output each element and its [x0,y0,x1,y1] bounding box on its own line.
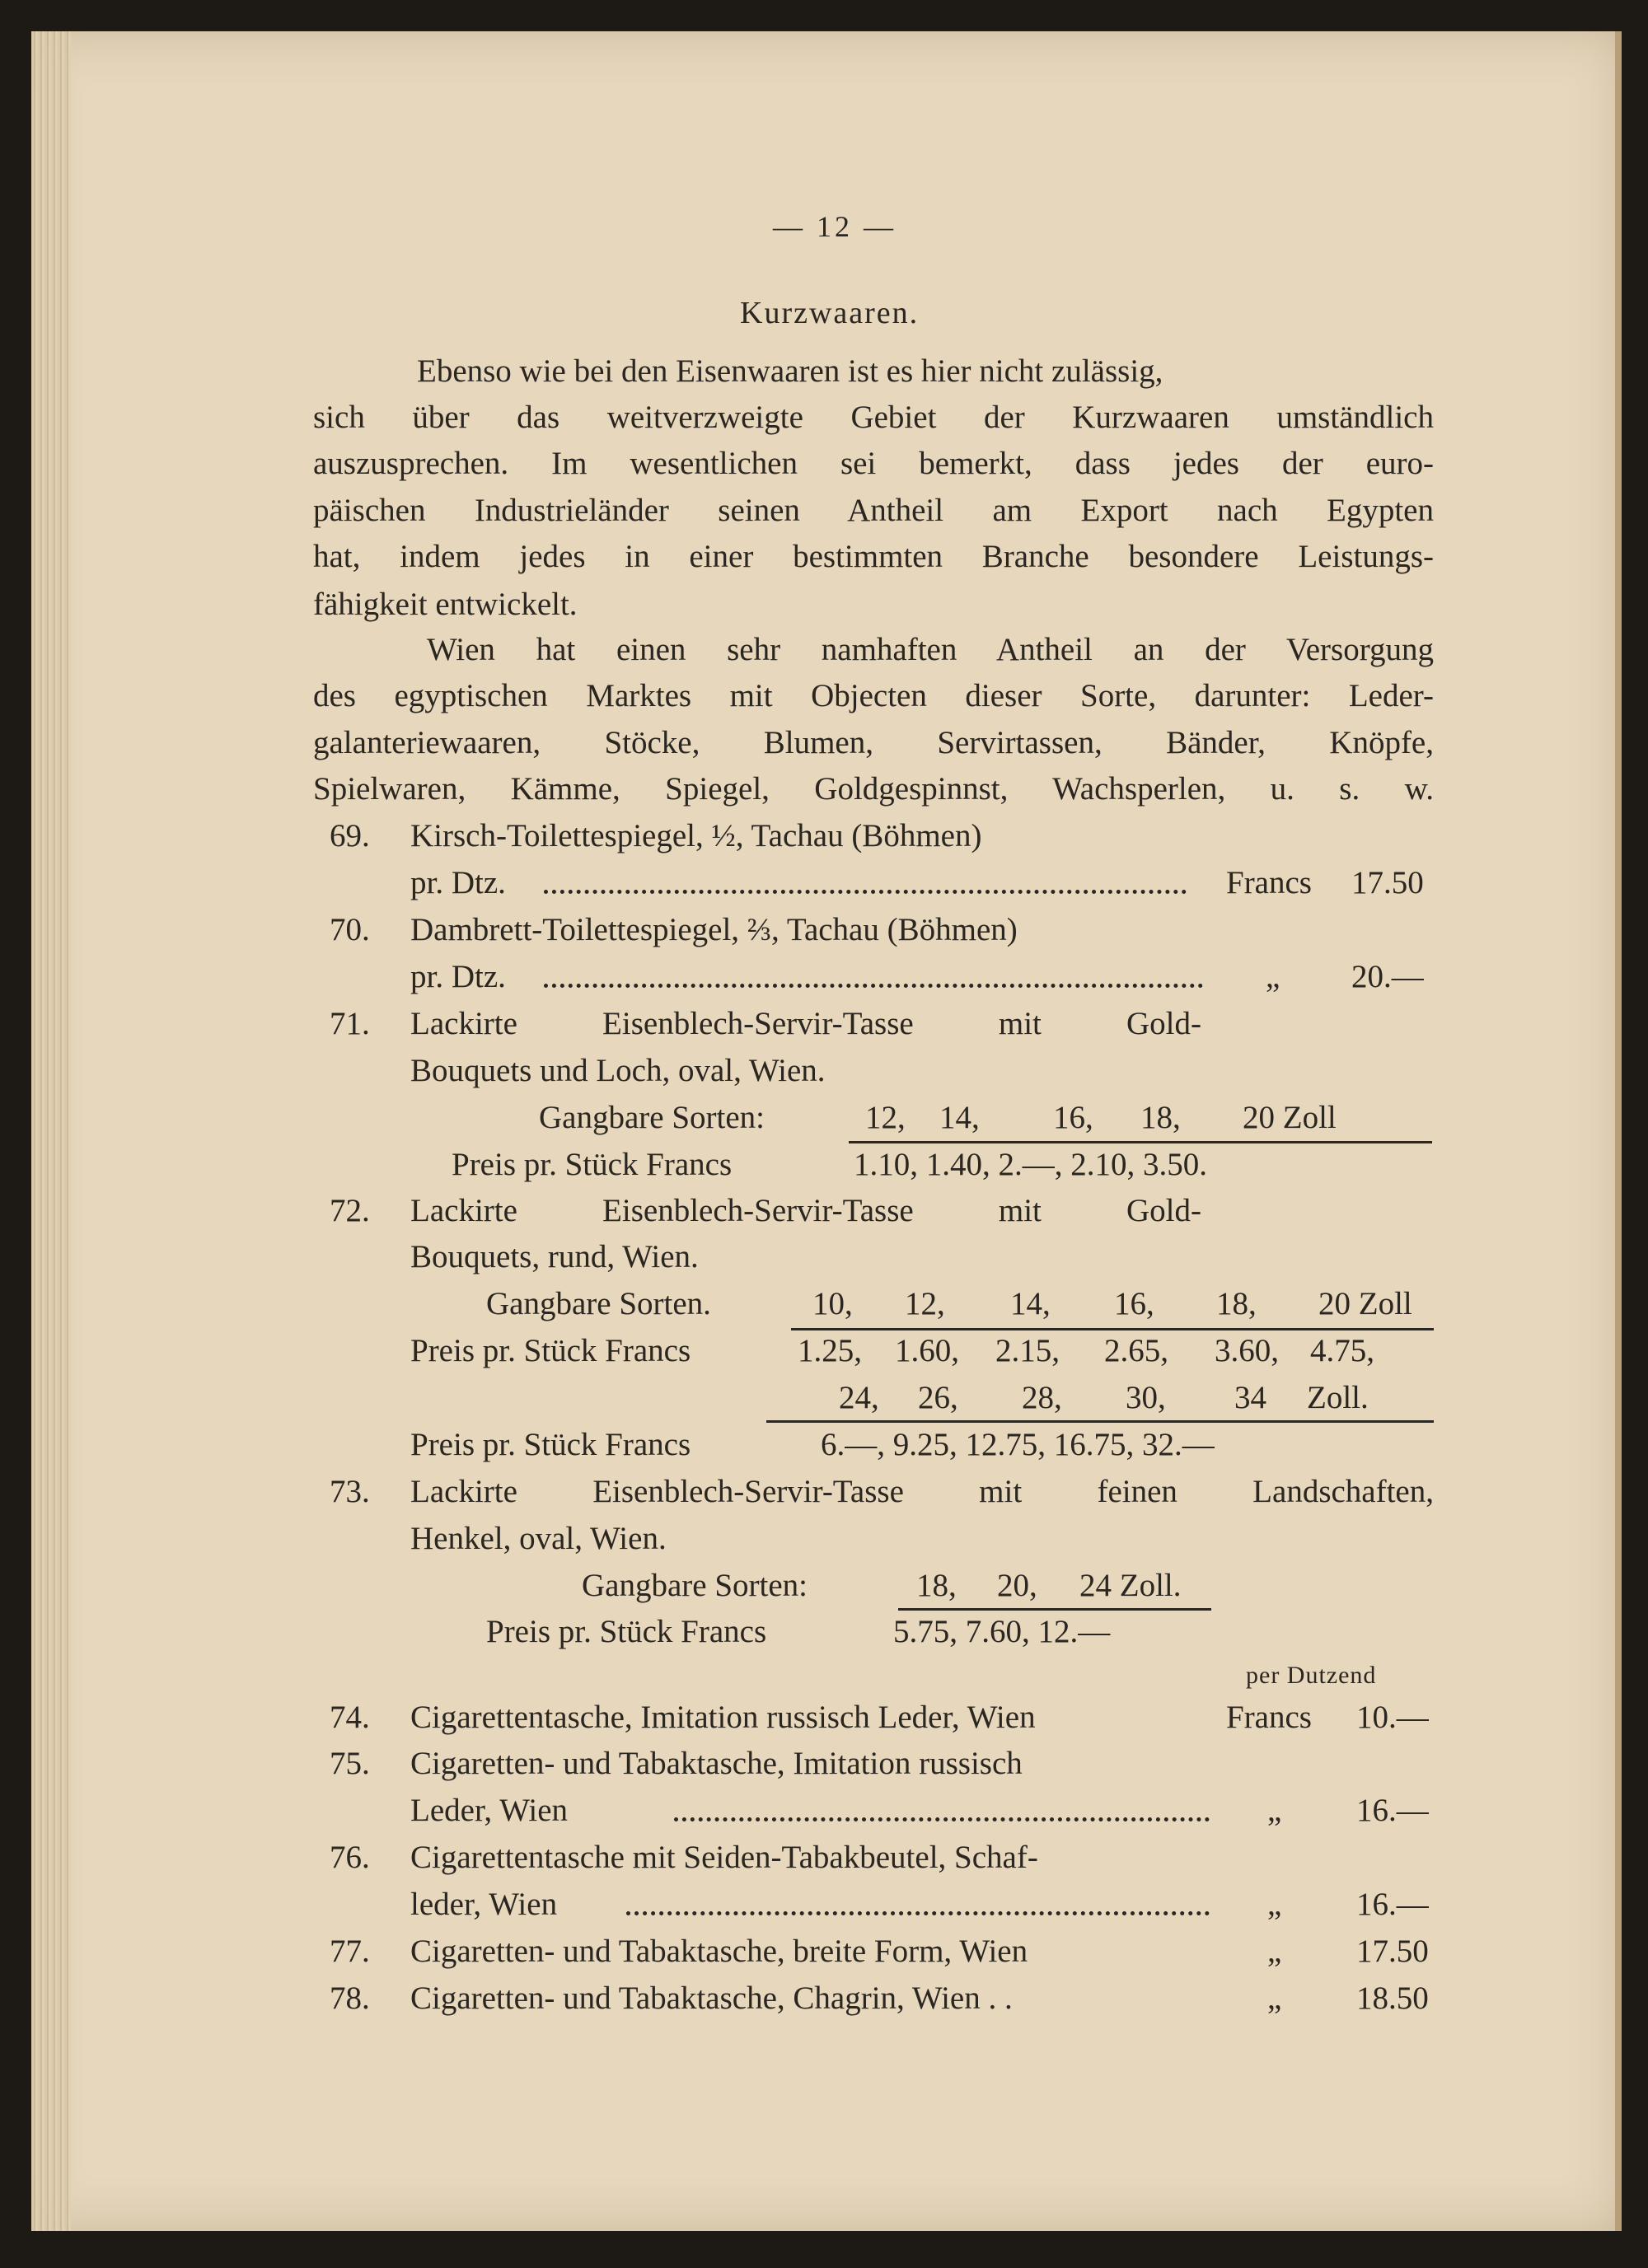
price-unit: „ [1266,959,1280,994]
size-value: 18, [1216,1286,1257,1321]
size-value: 12, [865,1100,906,1135]
price-value: 2.65, [1104,1333,1168,1368]
size-value: 10, [812,1286,853,1321]
page-shadow-edge [1615,31,1622,2231]
table-rule [849,1141,1432,1143]
size-value: 20 Zoll [1318,1286,1412,1321]
price-value: 3.60, [1215,1333,1279,1368]
price-list: 1.10, 1.40, 2.—, 2.10, 3.50. [854,1147,1207,1182]
price-value: 17.50 [1356,1934,1429,1969]
para1-line1: Ebenso wie bei den Eisenwaaren ist es hier nicht zulässig, [417,353,1163,389]
price-value: 10.— [1356,1700,1429,1735]
price-value: 1.60, [895,1333,959,1368]
para2-line4: Spielwaren, Kämme, Spiegel, Goldgespinnst, Wachsperlen, u. s. w. [313,771,1434,807]
item-description: Cigaretten- und Tabaktasche, Imitation russisch [410,1746,1023,1781]
item-description-cont: pr. Dtz. [410,865,506,900]
item-number: 72. [330,1193,370,1228]
price-label: Preis pr. Stück Francs [410,1333,691,1368]
para1-line6: fähigkeit entwickelt. [313,587,578,622]
item-description-cont: leder, Wien [410,1887,558,1922]
item-description-cont: Bouquets und Loch, oval, Wien. [410,1053,826,1088]
item-number: 73. [330,1474,370,1509]
price-unit: „ [1267,1934,1282,1969]
size-value: 24 Zoll. [1079,1568,1182,1603]
sorts-label: Gangbare Sorten: [539,1100,765,1135]
item-description-cont: Leder, Wien [410,1793,569,1828]
price-value: 20.— [1351,959,1424,994]
item-description: Lackirte Eisenblech-Servir-Tasse mit feinen Landschaften, [410,1474,1434,1509]
size-value: 18, [916,1568,957,1603]
para1-line2: sich über das weitverzweigte Gebiet der Kurzwaaren umständlich [313,400,1434,435]
item-description: Lackirte Eisenblech-Servir-Tasse mit Gold- [410,1006,1201,1041]
price-value: 17.50 [1351,865,1424,900]
size-value: 18, [1140,1100,1181,1135]
price-list: 5.75, 7.60, 12.— [893,1614,1111,1649]
item-description: Cigarettentasche mit Seiden-Tabakbeutel, Schaf- [410,1840,1038,1875]
price-value: 4.75, [1310,1333,1374,1368]
leader-dots [544,984,1203,988]
price-value: 16.— [1356,1793,1429,1828]
price-value: 1.25, [798,1333,862,1368]
size-value: 28, [1022,1380,1062,1415]
item-description-cont: pr. Dtz. [410,959,506,994]
leader-dots [674,1817,1210,1821]
size-value: 24, [839,1380,879,1415]
table-rule [898,1608,1211,1611]
item-number: 70. [330,912,370,947]
item-number: 78. [330,1980,370,2016]
price-value: 16.— [1356,1887,1429,1922]
size-value: 16, [1114,1286,1154,1321]
item-description-cont: Henkel, oval, Wien. [410,1521,667,1556]
item-description: Cigaretten- und Tabaktasche, Chagrin, Wien . . [410,1980,1013,2016]
size-value: 16, [1053,1100,1093,1135]
para1-line5: hat, indem jedes in einer bestimmten Branche besondere Leistungs- [313,539,1434,574]
price-unit: „ [1267,1793,1282,1828]
size-value: 20 Zoll [1243,1100,1337,1135]
para2-line3: galanteriewaaren, Stöcke, Blumen, Servirtassen, Bänder, Knöpfe, [313,725,1434,760]
price-label: Preis pr. Stück Francs [410,1427,691,1462]
price-label: Preis pr. Stück Francs [486,1614,767,1649]
size-value: 26, [918,1380,958,1415]
item-description: Kirsch-Toilettespiegel, ½, Tachau (Böhmen) [410,818,982,853]
sorts-label: Gangbare Sorten: [582,1568,808,1603]
item-number: 74. [330,1700,370,1735]
item-number: 71. [330,1006,370,1041]
leader-dots [626,1911,1210,1915]
item-number: 75. [330,1746,370,1781]
size-value: 12, [905,1286,945,1321]
item-number: 69. [330,818,370,853]
item-description: Dambrett-Toilettespiegel, ⅔, Tachau (Böhmen) [410,912,1018,947]
size-value: 34 [1234,1380,1266,1415]
price-value: 2.15, [995,1333,1060,1368]
item-description-cont: Bouquets, rund, Wien. [410,1239,699,1274]
item-number: 77. [330,1934,370,1969]
per-dozen-label: per Dutzend [1246,1662,1377,1689]
price-list: 6.—, 9.25, 12.75, 16.75, 32.— [821,1427,1215,1462]
price-unit: „ [1267,1980,1282,2016]
page-edges [31,31,71,2231]
para1-line4: päischen Industrieländer seinen Antheil am Export nach Egypten [313,493,1434,528]
table-rule [766,1420,1434,1423]
item-description: Lackirte Eisenblech-Servir-Tasse mit Gold- [410,1193,1201,1228]
table-rule [791,1328,1434,1330]
leader-dots [544,890,1187,894]
size-value: 30, [1126,1380,1166,1415]
section-heading: Kurzwaaren. [740,296,920,330]
price-value: 18.50 [1356,1980,1429,2016]
size-value: 20, [997,1568,1037,1603]
para2-line1: Wien hat einen sehr namhaften Antheil an der Versorgung [427,632,1434,667]
size-value: 14, [1010,1286,1051,1321]
item-description: Cigaretten- und Tabaktasche, breite Form, Wien [410,1934,1028,1969]
sorts-label: Gangbare Sorten. [486,1286,711,1321]
size-unit: Zoll. [1307,1380,1369,1415]
item-number: 76. [330,1840,370,1875]
para1-line3: auszusprechen. Im wesentlichen sei bemerkt, dass jedes der euro- [313,446,1434,481]
price-unit: Francs [1226,865,1312,900]
item-description: Cigarettentasche, Imitation russisch Leder, Wien [410,1700,1036,1735]
para2-line2: des egyptischen Marktes mit Objecten dieser Sorte, darunter: Leder- [313,678,1434,713]
size-value: 14, [939,1100,980,1135]
page-number: — 12 — [773,210,897,243]
price-label: Preis pr. Stück Francs [452,1147,733,1182]
price-unit: „ [1267,1887,1282,1922]
price-unit: Francs [1226,1700,1312,1735]
